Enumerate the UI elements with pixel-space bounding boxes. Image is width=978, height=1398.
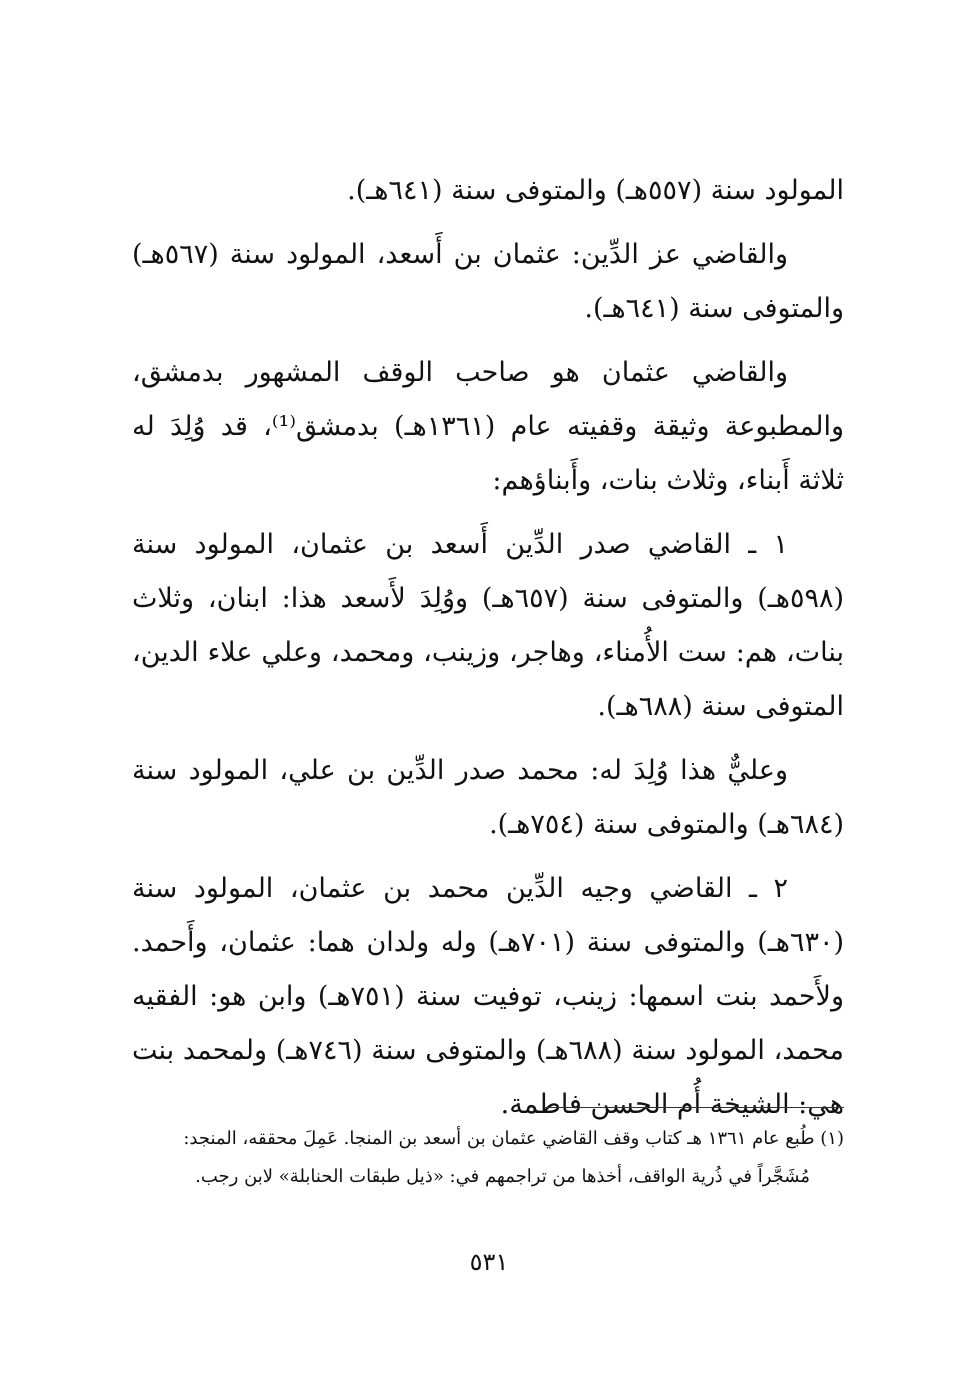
footnote-divider bbox=[544, 1107, 844, 1108]
paragraph-5: وعليٌّ هذا وُلِدَ له: محمد صدر الدِّين بن علي، المولود سنة (٦٨٤هـ) والمتوفى سنة (٧٥٤هـ). bbox=[132, 755, 844, 840]
paragraph-4: ١ ـ القاضي صدر الدِّين أَسعد بن عثمان، المولود سنة (٥٩٨هـ) والمتوفى سنة (٦٥٧هـ) ووُلِدَ لأَسعد هذا: ابنان، وثلاث بنات، هم: ست الأُمناء، وهاجر، وزينب، ومحمد، وعلي علاء الدين، المتوفى سنة (٦٨٨هـ). bbox=[132, 529, 844, 722]
paragraph-6: ٢ ـ القاضي وجيه الدِّين محمد بن عثمان، المولود سنة (٦٣٠هـ) والمتوفى سنة (٧٠١هـ) وله ولدان هما: عثمان، وأَحمد. ولأَحمد بنت اسمها: زينب، توفيت سنة (٧٥١هـ) وابن هو: الفقيه محمد، المولود سنة (٦٨٨هـ) والمتوفى سنة (٧٤٦هـ) ولمحمد بنت هي: الشيخة أُم الحسن فاطمة. bbox=[132, 873, 845, 1120]
paragraph-3: والقاضي عثمان هو صاحب الوقف المشهور بدمشق، والمطبوعة وثيقة وقفيته عام (١٣٦١هـ) بدمشق⁽¹⁾، قد وُلِدَ له ثلاثة أَبناء، وثلاث بنات، وأَبناؤهم: bbox=[132, 357, 845, 496]
footnotes bbox=[132, 1120, 844, 1196]
main-text bbox=[132, 164, 844, 1142]
footnote-1-line-1: (١) طُبع عام ١٣٦١ هـ كتاب وقف القاضي عثمان بن أسعد بن المنجا. عَمِلَ محققه، المنجد: bbox=[183, 1128, 844, 1149]
page-number: ٥٣١ bbox=[469, 1248, 509, 1276]
paragraph-1: المولود سنة (٥٥٧هـ) والمتوفى سنة (٦٤١هـ). bbox=[347, 175, 844, 206]
footnote-1-line-2: مُشَجَّراً في ذُرية الواقف، أخذها من تراجمهم في: «ذيل طبقات الحنابلة» لابن رجب. bbox=[195, 1166, 810, 1187]
paragraph-2: والقاضي عز الدِّين: عثمان بن أَسعد، المولود سنة (٥٦٧هـ) والمتوفى سنة (٦٤١هـ). bbox=[132, 239, 844, 324]
